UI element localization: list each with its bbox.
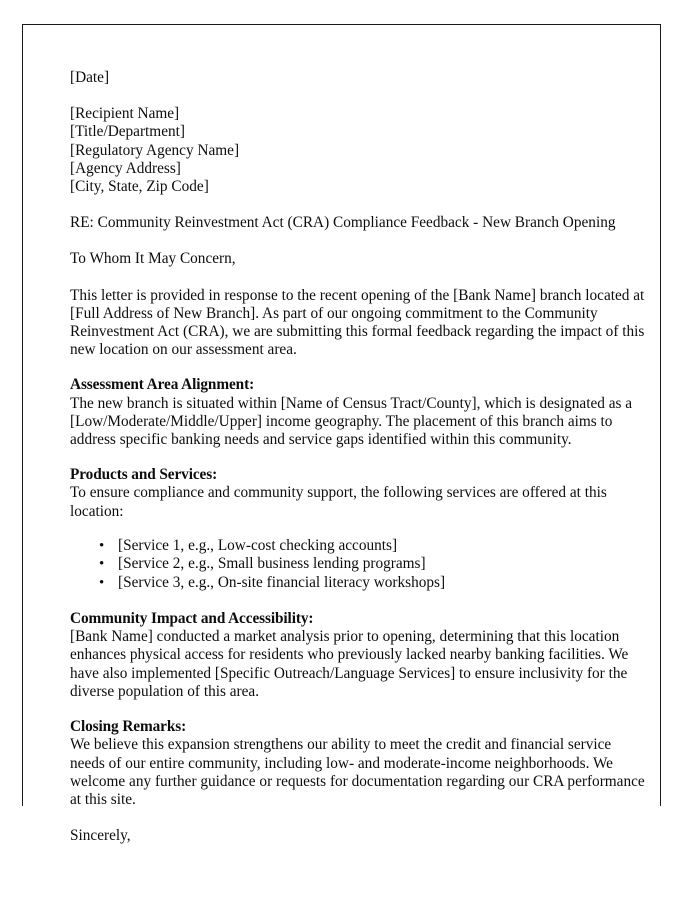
section-body-community-impact: [Bank Name] conducted a market analysis prior to opening, determining that this location enhances physical access for residents who previously lacked nearby banking facilities. We have also implemented [Specific Outreach/Language Services] to ensure inclusivity for the diverse population of this area. (70, 628, 629, 700)
section-heading-community-impact: Community Impact and Accessibility: (70, 610, 314, 628)
list-item-label: [Service 2, e.g., Small business lending programs] (118, 555, 426, 573)
spacer-before-section-1 (70, 359, 645, 376)
letter-date: [Date] (70, 69, 110, 86)
letter-body (70, 69, 645, 845)
section-heading-closing-remarks: Closing Remarks: (70, 718, 187, 736)
section-body-assessment-area: The new branch is situated within [Name of Census Tract/County], which is designated as a [Low/Moderate/Middle/Upper] income geography. The placement of this branch aims to address specific banking needs and service gaps identified within this community. (70, 394, 633, 449)
list-item (99, 573, 645, 592)
service-list (70, 537, 645, 592)
spacer-after-date (70, 87, 645, 105)
spacer-after-address (70, 196, 645, 214)
list-item-label: [Service 1, e.g., Low-cost checking accounts] (118, 536, 398, 554)
bullet-icon: • (99, 574, 105, 591)
list-item (99, 555, 645, 573)
spacer-after-salutation (70, 269, 645, 287)
bullet-icon: • (99, 556, 105, 573)
list-item (99, 536, 645, 555)
spacer-before-section-3 (70, 592, 645, 610)
section-heading-products-services: Products and Services: (70, 466, 218, 484)
recipient-address-block (70, 105, 645, 196)
spacer-before-section-2 (70, 449, 645, 466)
recipient-citystatezip-line: [City, State, Zip Code] (70, 178, 209, 196)
list-item-label: [Service 3, e.g., On-site financial literacy workshops] (118, 573, 446, 591)
section-body-products-services: To ensure compliance and community support, the following services are offered at this location: (70, 484, 607, 520)
section-heading-assessment-area: Assessment Area Alignment: (70, 376, 255, 394)
subject-line: RE: Community Reinvestment Act (CRA) Compliance Feedback - New Branch Opening (70, 214, 616, 232)
intro-paragraph: This letter is provided in response to the recent opening of the [Bank Name] branch located at [Full Address of New Branch]. As part of our ongoing commitment to the Community Reinvestment Act (CRA), we are submitting this formal feedback regarding the impact of this new location on our assessment area. (70, 286, 645, 359)
spacer-before-closing (70, 809, 645, 827)
salutation: To Whom It May Concern, (70, 250, 236, 268)
recipient-name-line: [Recipient Name] (70, 105, 180, 123)
document-page (22, 24, 661, 845)
section-body-closing-remarks: We believe this expansion strengthens our ability to meet the credit and financial service needs of our entire community, including low- and moderate-income neighborhoods. We welcome any further guidance or requests for documentation regarding our CRA performance at this site. (70, 736, 645, 808)
bullet-icon: • (99, 537, 105, 554)
spacer-before-service-list (70, 521, 645, 537)
spacer-before-section-4 (70, 701, 645, 718)
spacer-after-subject (70, 232, 645, 250)
recipient-title-line: [Title/Department] (70, 123, 185, 141)
closing-salutation: Sincerely, (70, 827, 131, 845)
recipient-address-line: [Agency Address] (70, 159, 181, 177)
recipient-agency-line: [Regulatory Agency Name] (70, 141, 240, 159)
